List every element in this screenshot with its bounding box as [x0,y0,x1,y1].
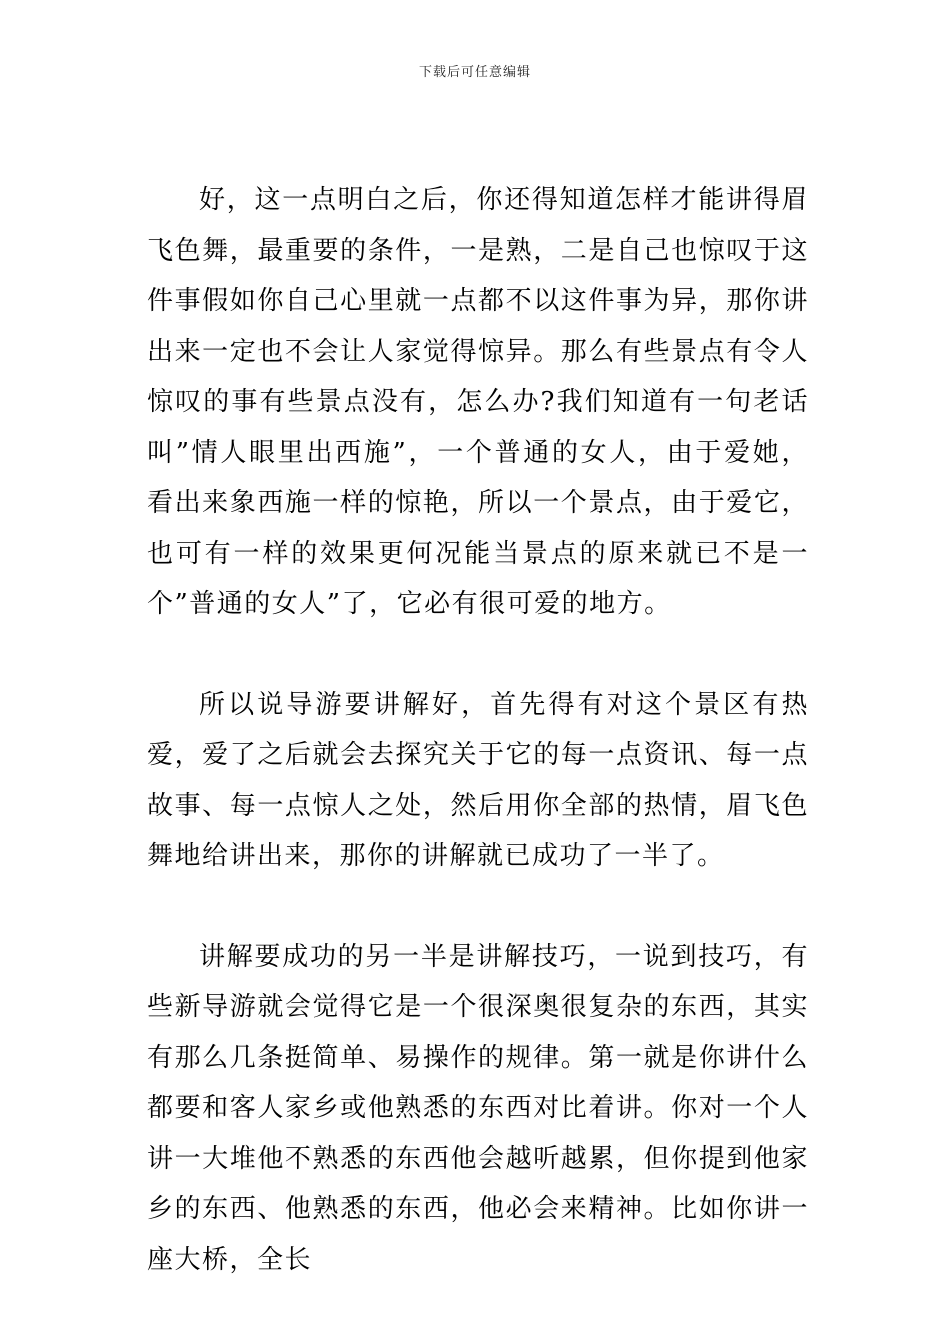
paragraph-3: 讲解要成功的另一半是讲解技巧，一说到技巧，有些新导游就会觉得它是一个很深奥很复杂的东西，其实有那么几条挺简单、易操作的规律。第一就是你讲什么都要和客人家乡或他熟悉的东西对比着讲。你对一个人讲一大堆他不熟悉的东西他会越听越累，但你提到他家乡的东西、他熟悉的东西，他必会来精神。比如你讲一座大桥，全长 [147,941,809,1275]
page-header-note: 下载后可任意编辑 [418,65,531,80]
paragraph-1: 好，这一点明白之后，你还得知道怎样才能讲得眉飞色舞，最重要的条件，一是熟，二是自己也惊叹于这件事假如你自己心里就一点都不以这件事为异，那你讲出来一定也不会让人家觉得惊异。那么有些景点有令人惊叹的事有些景点没有，怎么办?我们知道有一句老话叫”情人眼里出西施”，一个普通的女人，由于爱她，看出来象西施一样的惊艳，所以一个景点，由于爱它，也可有一样的效果更何况能当景点的原来就已不是一个”普通的女人”了，它必有很可爱的地方。 [147,185,809,619]
paragraph-2: 所以说导游要讲解好，首先得有对这个景区有热爱，爱了之后就会去探究关于它的每一点资讯、每一点故事、每一点惊人之处，然后用你全部的热情，眉飞色舞地给讲出来，那你的讲解就已成功了一半了。 [147,689,809,871]
document-body [147,175,809,1285]
